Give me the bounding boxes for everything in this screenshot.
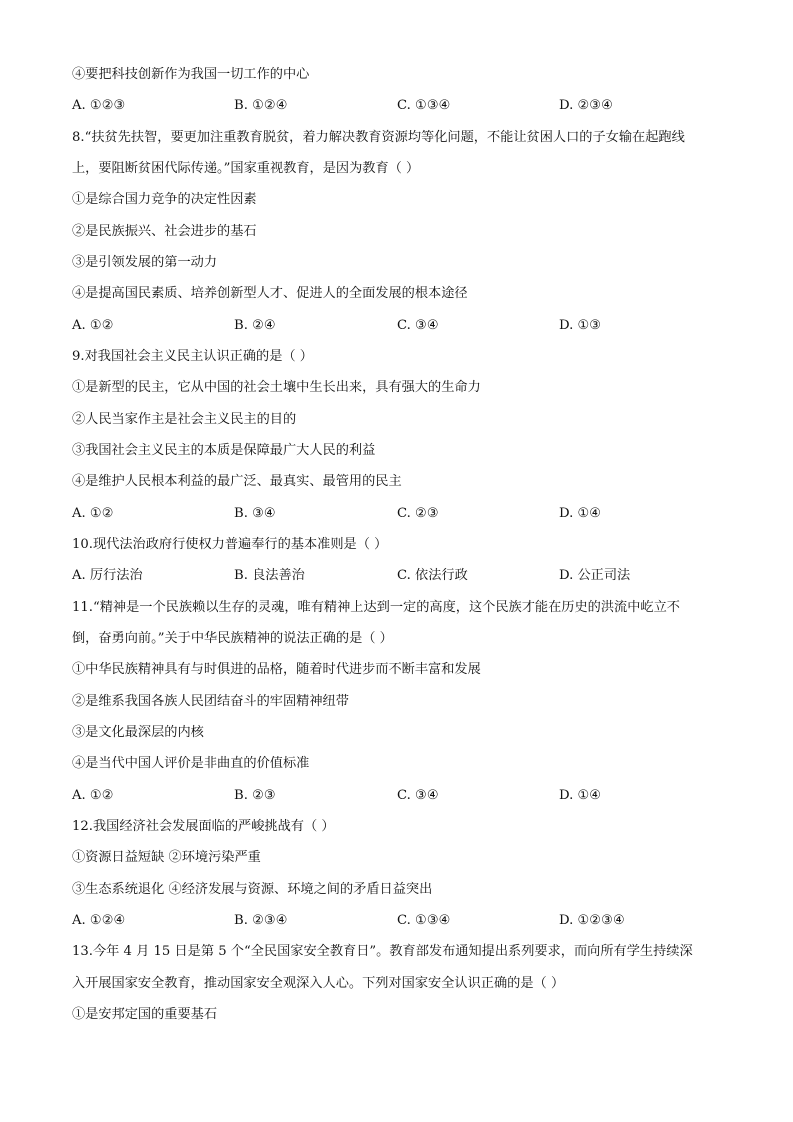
question-line: ③是引领发展的第一动力 (72, 255, 218, 270)
answer-option: B. ②③④ (234, 913, 288, 928)
question-line: 12.我国经济社会发展面临的严峻挑战有（ ） (72, 819, 335, 834)
question-line: ③是文化最深层的内核 (72, 725, 204, 740)
question-line: 上，要阻断贫困代际传递。”国家重视教育，是因为教育（ ） (72, 161, 420, 176)
answer-option: B. ②④ (234, 318, 276, 333)
question-line: 11.“精神是一个民族赖以生存的灵魂，唯有精神上达到一定的高度，这个民族才能在历史的洪流中屹立不 (72, 600, 680, 615)
answer-option: D. ①②③④ (559, 913, 625, 928)
answer-option: A. 厉行法治 (72, 568, 143, 583)
question-line: 入开展国家安全教育，推动国家安全观深入人心。下列对国家安全认识正确的是（ ） (72, 976, 565, 991)
question-line: ④是维护人民根本利益的最广泛、最真实、最管用的民主 (72, 474, 402, 489)
question-line: ①中华民族精神具有与时俱进的品格，随着时代进步而不断丰富和发展 (72, 662, 481, 677)
question-line: ③生态系统退化 ④经济发展与资源、环境之间的矛盾日益突出 (72, 882, 433, 897)
answer-options-row (72, 317, 732, 335)
answer-option: C. ①③④ (397, 98, 451, 113)
question-line: ④是当代中国人评价是非曲直的价值标准 (72, 756, 310, 771)
answer-option: B. ①②④ (234, 98, 288, 113)
answer-option: A. ①②④ (72, 913, 126, 928)
question-line: ③我国社会主义民主的本质是保障最广大人民的利益 (72, 443, 376, 458)
question-line: 13.今年 4 月 15 日是第 5 个“全民国家安全教育日”。教育部发布通知提出系列要求，而向所有学生持续深 (72, 944, 693, 959)
answer-option: C. 依法行政 (397, 568, 468, 583)
question-line: ①是综合国力竞争的决定性因素 (72, 192, 257, 207)
answer-options-row (72, 567, 732, 585)
answer-option: C. ①③④ (397, 913, 451, 928)
answer-option: C. ③④ (397, 318, 439, 333)
answer-option: C. ③④ (397, 788, 439, 803)
question-line: 9.对我国社会主义民主认识正确的是（ ） (72, 349, 313, 364)
answer-option: C. ②③ (397, 506, 439, 521)
answer-option: B. 良法善治 (234, 568, 305, 583)
question-line: ①是新型的民主，它从中国的社会土壤中生长出来，具有强大的生命力 (72, 380, 481, 395)
question-line: 倒，奋勇向前。”关于中华民族精神的说法正确的是（ ） (72, 631, 393, 646)
question-line: ②人民当家作主是社会主义民主的目的 (72, 412, 297, 427)
answer-option: B. ②③ (234, 788, 276, 803)
question-line: ②是维系我国各族人民团结奋斗的牢固精神纽带 (72, 694, 349, 709)
answer-option: D. 公正司法 (559, 568, 631, 583)
question-line: 8.“扶贫先扶智，要更加注重教育脱贫，着力解决教育资源均等化问题，不能让贫困人口的子女输在起跑线 (72, 130, 685, 145)
question-line: 10.现代法治政府行使权力普遍奉行的基本准则是（ ） (72, 537, 388, 552)
answer-option: A. ①②③ (72, 98, 126, 113)
question-line: ②是民族振兴、社会进步的基石 (72, 224, 257, 239)
answer-option: A. ①② (72, 788, 114, 803)
answer-option: B. ③④ (234, 506, 276, 521)
answer-option: D. ②③④ (559, 98, 613, 113)
question-line: ④是提高国民素质、培养创新型人才、促进人的全面发展的根本途径 (72, 286, 468, 301)
answer-options-row (72, 912, 732, 930)
question-line: ④要把科技创新作为我国一切工作的中心 (72, 67, 310, 82)
answer-option: A. ①② (72, 318, 114, 333)
answer-option: D. ①③ (559, 318, 602, 333)
answer-options-row (72, 97, 732, 115)
answer-option: D. ①④ (559, 506, 602, 521)
answer-options-row (72, 787, 732, 805)
question-line: ①资源日益短缺 ②环境污染严重 (72, 850, 261, 865)
answer-option: D. ①④ (559, 788, 602, 803)
answer-option: A. ①② (72, 506, 114, 521)
question-line: ①是安邦定国的重要基石 (72, 1007, 218, 1022)
answer-options-row (72, 505, 732, 523)
